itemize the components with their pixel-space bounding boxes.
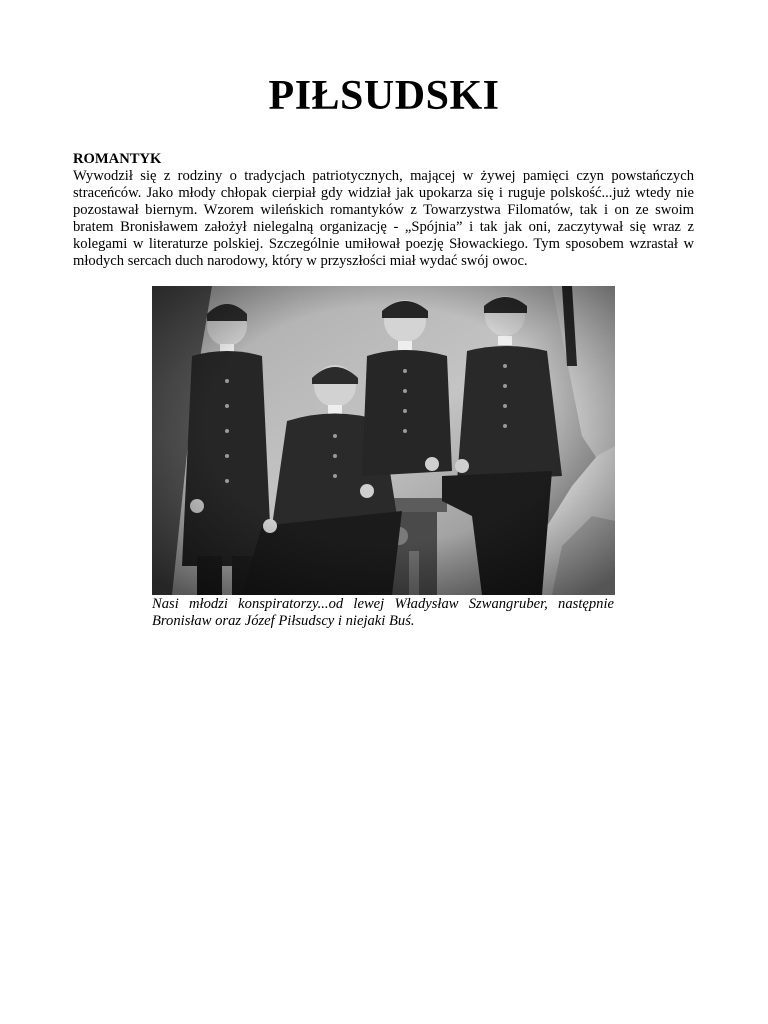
page-title: PIŁSUDSKI <box>268 73 500 119</box>
section-romantyk <box>73 151 694 270</box>
body-paragraph: Wywodził się z rodziny o tradycjach patriotycznych, mającej w żywej pamięci czyn powstańczych straceńców. Jako młody chłopak cierpiał gdy widział jak upokarza się i ruguje polskość...już wtedy nie pozostawał biernym. Wzorem wileńskich romantyków z Towarzystwa Filomatów, tak i on ze swoim bratem Bronisławem założył nielegalną organizację - „Spójnia” i tak jak oni, zaczytywał się wraz z kolegami w literaturze polskiej. Szczególnie umiłował poezję Słowackiego. Tym sposobem wzrastał w młodych sercach duch narodowy, który w przyszłości miał wydać swój owoc. <box>73 168 694 269</box>
historical-photo <box>152 286 615 595</box>
group-portrait-photo <box>152 286 615 595</box>
section-heading: ROMANTYK <box>73 151 162 167</box>
photo-caption: Nasi młodzi konspiratorzy...od lewej Władysław Szwangruber, następnie Bronisław oraz Józef Piłsudscy i niejaki Buś. <box>152 596 614 629</box>
